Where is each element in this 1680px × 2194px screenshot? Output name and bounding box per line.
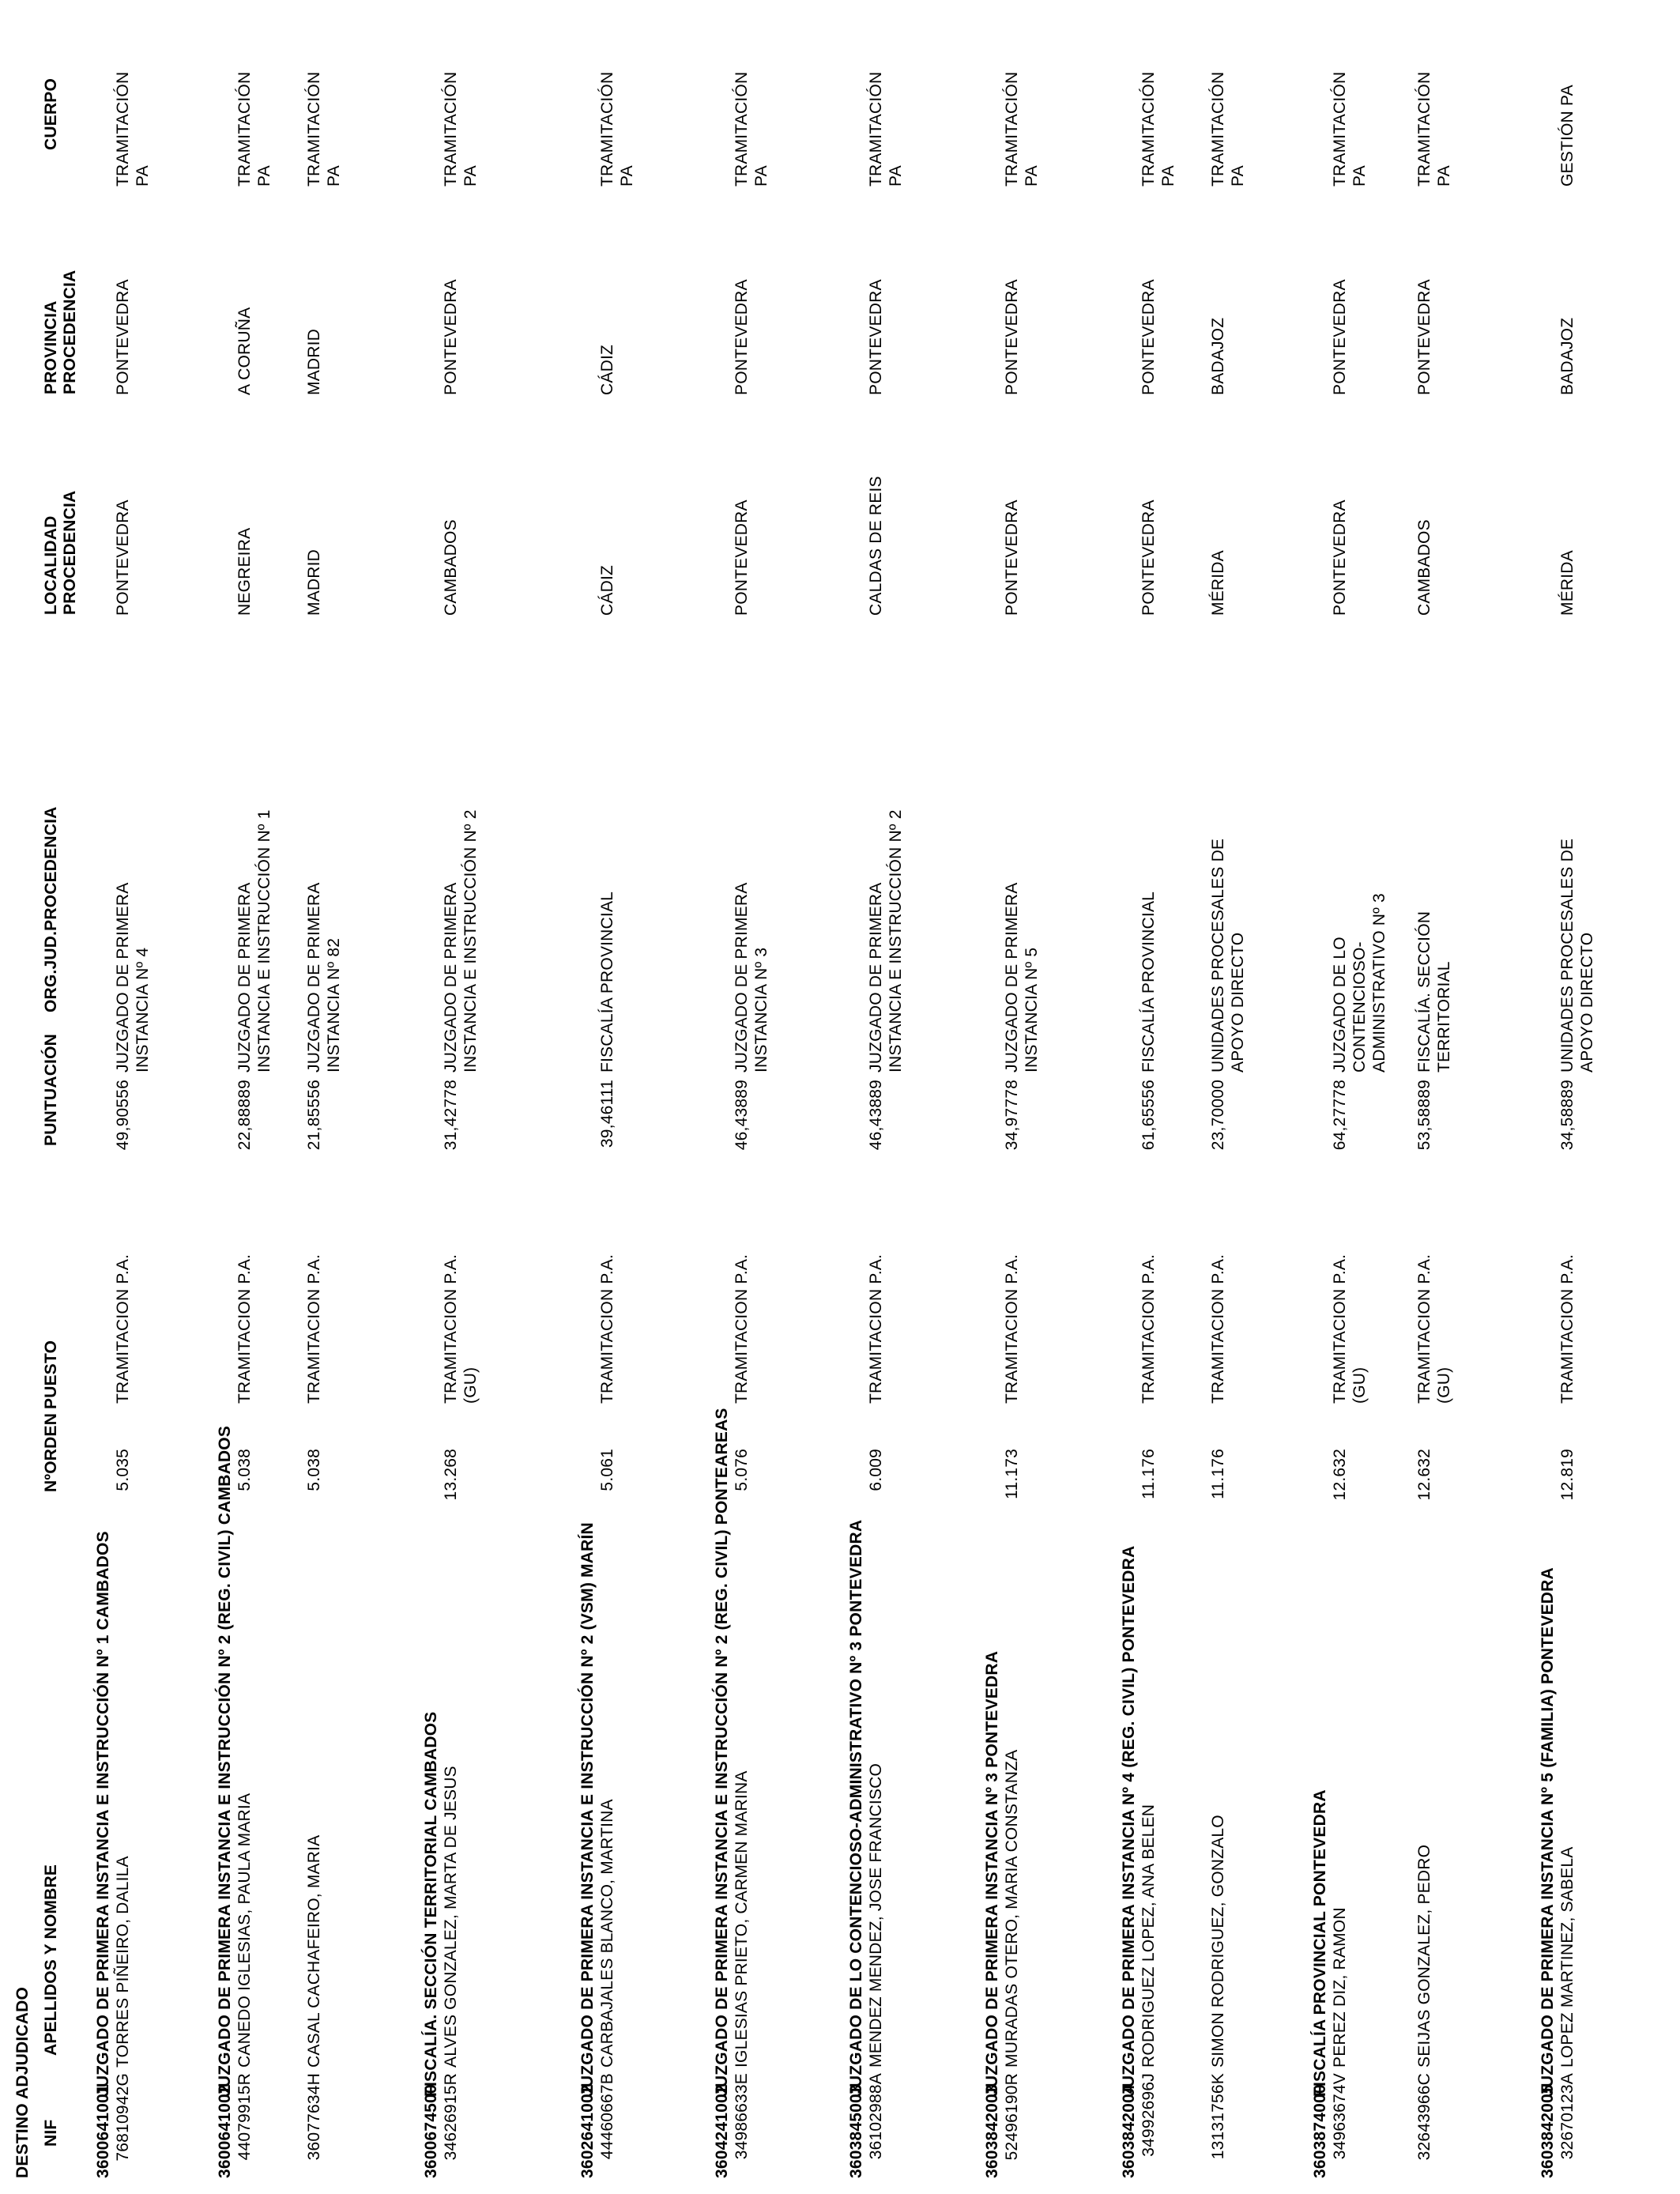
puesto-cell: TRAMITACION P.A. [1331,1253,1349,1404]
cuerpo-cell: PA [325,165,343,187]
col-provincia-l1: PROVINCIA [42,300,60,394]
puntuacion-cell: 49,90556 [114,1080,132,1151]
puesto-cell: TRAMITACION P.A. [1139,1253,1158,1404]
puesto-cell: (GU) [1435,1367,1453,1404]
localidad-cell: CAMBADOS [1415,519,1433,616]
org-procedencia-cell: JUZGADO DE PRIMERA [235,882,254,1072]
org-procedencia-cell: JUZGADO DE PRIMERA [442,882,460,1072]
localidad-cell: CAMBADOS [442,519,460,616]
puntuacion-cell: 53,58889 [1415,1080,1433,1151]
org-procedencia-cell: FISCALÍA PROVINCIAL [1139,891,1158,1072]
provincia-cell: PONTEVEDRA [867,279,885,395]
cuerpo-cell: TRAMITACIÓN [235,71,254,187]
puntuacion-cell: 34,97778 [1003,1080,1021,1151]
provincia-cell: PONTEVEDRA [114,279,132,395]
col-localidad-l1: LOCALIDAD [42,515,60,615]
cuerpo-cell: TRAMITACIÓN [1139,71,1158,187]
destino-name: FISCALÍA. SECCIÓN TERRITORIAL CAMBADOS [422,1711,440,2097]
localidad-cell: NEGREIRA [235,527,254,616]
cuerpo-cell: TRAMITACIÓN [1331,71,1349,187]
col-provincia-l2: PROCEDENCIA [61,270,79,394]
localidad-cell: CÁDIZ [598,565,616,616]
col-puesto: PUESTO [42,1340,60,1409]
destino-code: 3603842004 [1120,2084,1138,2178]
org-procedencia-cell: UNIDADES PROCESALES DE [1209,838,1227,1072]
name-cell: TORRES PIÑEIRO, DALILA [114,1856,132,2068]
nif-cell: 34626915R [442,2073,460,2161]
org-procedencia-cell: JUZGADO DE PRIMERA [1003,882,1021,1072]
destino-name: JUZGADO DE PRIMERA INSTANCIA E INSTRUCCIÓN Nº 2 (VSM) MARÍN [578,1522,597,2097]
localidad-cell: PONTEVEDRA [1331,499,1349,616]
name-cell: MURADAS OTERO, MARIA CONSTANZA [1003,1749,1021,2068]
org-procedencia-cell: FISCALÍA. SECCIÓN [1415,910,1433,1072]
name-cell: CARBAJALES BLANCO, MARTINA [598,1799,616,2068]
cuerpo-cell: PA [1023,165,1041,187]
org-procedencia-cell: INSTANCIA Nº 82 [325,937,343,1072]
puesto-cell: TRAMITACION P.A. [1558,1253,1576,1404]
localidad-cell: MÉRIDA [1209,550,1227,616]
cuerpo-cell: PA [1159,165,1177,187]
nif-cell: 36102988A [867,2073,885,2160]
localidad-cell: PONTEVEDRA [1139,499,1158,616]
cuerpo-cell: TRAMITACIÓN [867,71,885,187]
orden-cell: 12.819 [1558,1449,1576,1501]
cuerpo-cell: PA [1229,165,1247,187]
cuerpo-cell: PA [461,165,480,187]
localidad-cell: PONTEVEDRA [114,499,132,616]
provincia-cell: CÁDIZ [598,345,616,395]
nif-cell: 13131756K [1209,2073,1227,2160]
section-title: DESTINO ADJUDICADO [13,1986,32,2178]
org-procedencia-cell: INSTANCIA E INSTRUCCIÓN Nº 1 [255,809,273,1072]
cuerpo-cell: PA [1350,165,1369,187]
puesto-cell: (GU) [461,1367,480,1404]
cuerpo-cell: GESTIÓN PA [1558,85,1576,187]
name-cell: SEIJAS GONZALEZ, PEDRO [1415,1844,1433,2068]
org-procedencia-cell: APOYO DIRECTO [1578,932,1596,1072]
destino-name: JUZGADO DE PRIMERA INSTANCIA E INSTRUCCIÓN Nº 2 (REG. CIVIL) CAMBADOS [216,1425,234,2097]
org-procedencia-cell: INSTANCIA E INSTRUCCIÓN Nº 2 [461,809,480,1072]
orden-cell: 11.173 [1003,1449,1021,1499]
cuerpo-cell: PA [752,165,770,187]
destino-name: FISCALÍA PROVINCIAL PONTEVEDRA [1311,1789,1329,2097]
orden-cell: 13.268 [442,1449,460,1501]
puntuacion-cell: 34,58889 [1558,1080,1576,1151]
cuerpo-cell: TRAMITACIÓN [733,71,751,187]
orden-cell: 5.061 [598,1449,616,1491]
orden-cell: 12.632 [1415,1449,1433,1501]
name-cell: SIMON RODRIGUEZ, GONZALO [1209,1815,1227,2068]
col-nif: NIF [42,2119,60,2147]
nif-cell: 44460667B [598,2073,616,2160]
localidad-cell: MADRID [305,548,323,616]
provincia-cell: PONTEVEDRA [1331,279,1349,395]
puesto-cell: TRAMITACION P.A. [733,1253,751,1404]
col-norden: NºORDEN [42,1412,60,1492]
cuerpo-cell: TRAMITACIÓN [1415,71,1433,187]
nif-cell: 34992696J [1139,2073,1158,2157]
name-cell: MENDEZ MENDEZ, JOSE FRANCISCO [867,1763,885,2068]
org-procedencia-cell: JUZGADO DE PRIMERA [867,882,885,1072]
puntuacion-cell: 64,27778 [1331,1080,1349,1151]
localidad-cell: PONTEVEDRA [733,499,751,616]
provincia-cell: PONTEVEDRA [733,279,751,395]
nif-cell: 32643966C [1415,2073,1433,2161]
destino-code: 3600641002 [216,2084,234,2178]
cuerpo-cell: PA [134,165,152,187]
puesto-cell: TRAMITACION P.A. [1209,1253,1227,1404]
puesto-cell: TRAMITACION P.A. [235,1253,254,1404]
puesto-cell: TRAMITACION P.A. [598,1253,616,1404]
nif-cell: 36077634H [305,2073,323,2161]
name-cell: CASAL CACHAFEIRO, MARIA [305,1834,323,2068]
destino-code: 3600674500 [422,2084,440,2178]
orden-cell: 11.176 [1209,1449,1227,1499]
nif-cell: 44079915R [235,2073,254,2161]
orden-cell: 11.176 [1139,1449,1158,1499]
provincia-cell: PONTEVEDRA [1139,279,1158,395]
org-procedencia-cell: APOYO DIRECTO [1229,932,1247,1072]
puntuacion-cell: 21,85556 [305,1080,323,1151]
cuerpo-cell: PA [618,165,636,187]
puesto-cell: (GU) [1350,1367,1369,1404]
name-cell: ALVES GONZALEZ, MARTA DE JESUS [442,1766,460,2068]
provincia-cell: BADAJOZ [1558,317,1576,395]
col-puntuacion: PUNTUACIÓN [42,1034,60,1146]
cuerpo-cell: TRAMITACIÓN [305,71,323,187]
destino-code: 3603874000 [1311,2084,1329,2178]
puesto-cell: TRAMITACION P.A. [1415,1253,1433,1404]
org-procedencia-cell: JUZGADO DE PRIMERA [733,882,751,1072]
destino-name: JUZGADO DE LO CONTENCIOSO-ADMINISTRATIVO Nº 3 PONTEVEDRA [847,1519,865,2097]
cuerpo-cell: TRAMITACIÓN [1003,71,1021,187]
destino-code: 3600641001 [94,2084,112,2178]
cuerpo-cell: TRAMITACIÓN [1209,71,1227,187]
destino-code: 3603845003 [847,2084,865,2178]
name-cell: PEREZ DIZ, RAMON [1331,1907,1349,2068]
destino-name: JUZGADO DE PRIMERA INSTANCIA Nº 3 PONTEVEDRA [983,1650,1001,2097]
org-procedencia-cell: ADMINISTRATIVO Nº 3 [1370,893,1388,1072]
cuerpo-cell: PA [255,165,273,187]
puntuacion-cell: 39,46111 [598,1080,616,1148]
nif-cell: 34986633E [733,2073,751,2160]
destino-code: 3603842005 [1539,2084,1557,2178]
orden-cell: 5.038 [305,1449,323,1491]
provincia-cell: PONTEVEDRA [1415,279,1433,395]
name-cell: IGLESIAS PRIETO, CARMEN MARINA [733,1770,751,2068]
org-procedencia-cell: INSTANCIA E INSTRUCCIÓN Nº 2 [887,809,905,1072]
orden-cell: 6.009 [867,1449,885,1491]
name-cell: RODRIGUEZ LOPEZ, ANA BELEN [1139,1804,1158,2068]
org-procedencia-cell: JUZGADO DE PRIMERA [114,882,132,1072]
puesto-cell: TRAMITACION P.A. [867,1253,885,1404]
cuerpo-cell: TRAMITACIÓN [114,71,132,187]
puntuacion-cell: 46,43889 [867,1080,885,1151]
localidad-cell: PONTEVEDRA [1003,499,1021,616]
puntuacion-cell: 31,42778 [442,1080,460,1151]
provincia-cell: PONTEVEDRA [442,279,460,395]
localidad-cell: MÉRIDA [1558,550,1576,616]
org-procedencia-cell: UNIDADES PROCESALES DE [1558,838,1576,1072]
orden-cell: 5.035 [114,1449,132,1491]
provincia-cell: PONTEVEDRA [1003,279,1021,395]
org-procedencia-cell: JUZGADO DE PRIMERA [305,882,323,1072]
org-procedencia-cell: INSTANCIA Nº 3 [752,947,770,1072]
puntuacion-cell: 61,65556 [1139,1080,1158,1151]
name-cell: CANEDO IGLESIAS, PAULA MARIA [235,1793,254,2068]
destino-name: JUZGADO DE PRIMERA INSTANCIA E INSTRUCCIÓN Nº 2 (REG. CIVIL) PONTEAREAS [713,1408,731,2097]
destino-name: JUZGADO DE PRIMERA INSTANCIA Nº 4 (REG. CIVIL) PONTEVEDRA [1120,1545,1138,2097]
nif-cell: 32670123A [1558,2073,1576,2160]
destino-name: JUZGADO DE PRIMERA INSTANCIA E INSTRUCCIÓN Nº 1 CAMBADOS [94,1531,112,2097]
org-procedencia-cell: JUZGADO DE LO [1331,937,1349,1072]
col-apellidos: APELLIDOS Y NOMBRE [42,1864,60,2056]
cuerpo-cell: TRAMITACIÓN [442,71,460,187]
destino-code: 3603842003 [983,2084,1001,2178]
cuerpo-cell: PA [1435,165,1453,187]
orden-cell: 5.076 [733,1449,751,1491]
org-procedencia-cell: CONTENCIOSO- [1350,941,1369,1072]
cuerpo-cell: PA [887,165,905,187]
destino-code: 3604241002 [713,2084,731,2178]
puesto-cell: TRAMITACION P.A. [305,1253,323,1404]
puntuacion-cell: 22,88889 [235,1080,254,1151]
puntuacion-cell: 46,43889 [733,1080,751,1151]
puesto-cell: TRAMITACION P.A. [1003,1253,1021,1404]
puesto-cell: TRAMITACION P.A. [442,1253,460,1404]
provincia-cell: A CORUÑA [235,307,254,395]
orden-cell: 5.038 [235,1449,254,1491]
org-procedencia-cell: TERRITORIAL [1435,961,1453,1072]
col-localidad-l2: PROCEDENCIA [61,490,79,615]
provincia-cell: BADAJOZ [1209,317,1227,395]
cuerpo-cell: TRAMITACIÓN [598,71,616,187]
name-cell: LOPEZ MARTINEZ, SABELA [1558,1846,1576,2068]
col-org: ORG.JUD.PROCEDENCIA [42,806,60,1012]
localidad-cell: CALDAS DE REIS [867,476,885,616]
destino-name: JUZGADO DE PRIMERA INSTANCIA Nº 5 (FAMILIA) PONTEVEDRA [1539,1567,1557,2097]
col-cuerpo: CUERPO [42,77,60,150]
org-procedencia-cell: INSTANCIA Nº 4 [134,947,152,1072]
orden-cell: 12.632 [1331,1449,1349,1501]
nif-cell: 52496190R [1003,2073,1021,2161]
provincia-cell: MADRID [305,328,323,395]
nif-cell: 76810942G [114,2073,132,2162]
destino-code: 3602641002 [578,2084,597,2178]
org-procedencia-cell: INSTANCIA Nº 5 [1023,947,1041,1072]
org-procedencia-cell: FISCALÍA PROVINCIAL [598,891,616,1072]
puntuacion-cell: 23,70000 [1209,1080,1227,1151]
nif-cell: 34963674V [1331,2073,1349,2160]
puesto-cell: TRAMITACION P.A. [114,1253,132,1404]
